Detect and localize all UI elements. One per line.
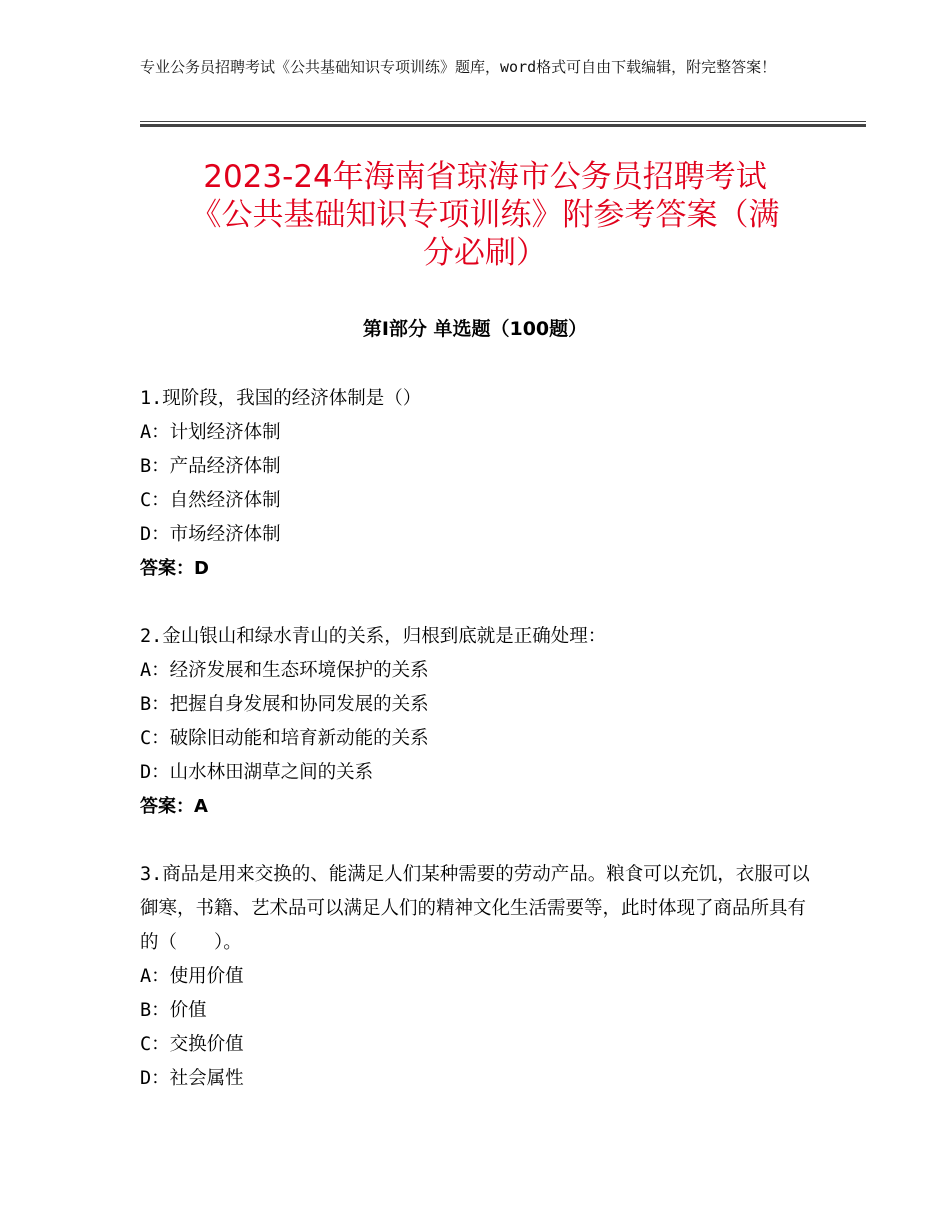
header-note: 专业公务员招聘考试《公共基础知识专项训练》题库，word格式可自由下载编辑，附完整答案！ bbox=[140, 58, 777, 76]
question-stem: 3.商品是用来交换的、能满足人们某种需要的劳动产品。粮食可以充饥，衣服可以御寒，书籍、艺术品可以满足人们的精神文化生活需要等，此时体现了商品所具有的（ ）。 bbox=[140, 864, 810, 953]
question-2 bbox=[140, 620, 810, 824]
option-a: A：经济发展和生态环境保护的关系 bbox=[140, 660, 429, 681]
option-d: D：社会属性 bbox=[140, 1068, 244, 1089]
option-d: D：市场经济体制 bbox=[140, 524, 281, 545]
question-3 bbox=[140, 858, 810, 1096]
title-line: 《公共基础知识专项训练》附参考答案（满 bbox=[190, 197, 780, 233]
answer-line: 答案：A bbox=[140, 796, 208, 817]
option-a: A：使用价值 bbox=[140, 966, 244, 987]
option-b: B：产品经济体制 bbox=[140, 456, 281, 477]
option-c: C：自然经济体制 bbox=[140, 490, 281, 511]
option-b: B：把握自身发展和协同发展的关系 bbox=[140, 694, 429, 715]
question-stem: 2.金山银山和绿水青山的关系，归根到底就是正确处理： bbox=[140, 626, 607, 647]
title-line: 分必刷） bbox=[423, 235, 547, 271]
option-c: C：破除旧动能和培育新动能的关系 bbox=[140, 728, 429, 749]
option-a: A：计划经济体制 bbox=[140, 422, 281, 443]
question-list bbox=[140, 382, 810, 1096]
header-divider-thick bbox=[140, 124, 866, 127]
section-title: 第Ⅰ部分 单选题（100题） bbox=[362, 318, 588, 340]
question-1 bbox=[140, 382, 810, 586]
document-title bbox=[150, 158, 820, 272]
option-b: B：价值 bbox=[140, 1000, 207, 1021]
spacer bbox=[140, 824, 810, 858]
header-divider-thin bbox=[140, 121, 866, 122]
spacer bbox=[140, 586, 810, 620]
answer-line: 答案：D bbox=[140, 558, 209, 579]
option-c: C：交换价值 bbox=[140, 1034, 244, 1055]
option-d: D：山水林田湖草之间的关系 bbox=[140, 762, 374, 783]
title-line: 2023-24年海南省琼海市公务员招聘考试 bbox=[203, 159, 767, 195]
question-stem: 1.现阶段，我国的经济体制是（） bbox=[140, 388, 422, 409]
